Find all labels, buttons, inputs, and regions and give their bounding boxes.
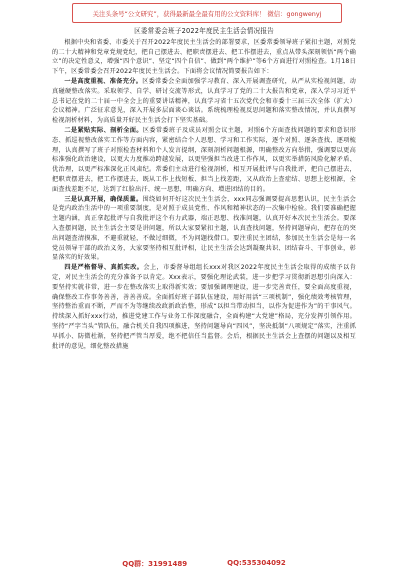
paragraph-text: 根据中央和省委、市委关于召开2022年度民主生活会的部署要求，区委常委领导班子紧扣主题，对照党的二十大精神和党章党规党纪，把自己摆进去、把职责摆进去、把工作摆进去，重点从带头深刻领悟“两个确立”的决定性意义，增强“四个意识”、坚定“四个自信”、做到“两个维护”等6个方面进行对照检查。1月18日下午，区委常委会召开2022年度民主生活会。下面将会议情况简要报告如下：	[52, 38, 356, 76]
paragraph-4	[52, 263, 356, 351]
document-body	[52, 27, 356, 351]
paragraph-intro	[52, 38, 356, 77]
paragraph-text: 区委常委班子及成员对照会议主题，对照6个方面查找问题的要求和意识形态、抓巡视整改落实工作等方面内容，紧密结合个人思想、学习和工作实际，逐个对照、逐条查找、逐项梳理，认真撰写了班子对照检查材料和个人发言提纲，深刻剖析问题根源，明确整改方向举措，强调要以更高标准强化政治建设，以更大力度推动跨越发展，以更坚强担当改进工作作风，以更实举措防风险化解矛盾、优治理，以更严标准深化正风肃纪。常委们主动进行检视剖析，相互开展批评与自我批评，把自己摆进去，把职责摆进去，把工作摆进去，既从工作上找短板、担当上找差距，又从政治上查症结、思想上挖根源，全面查找差距不足，达到了红脸出汗、统一思想，明确方向、增进团结的目的。	[52, 126, 356, 193]
paragraph-heading: 一是高度重视、准备充分。	[64, 77, 143, 85]
promo-banner-text: 关注头条号“公文研究”，获得最新最全最有用的公文资料库！ 微信：gongwenyj	[92, 9, 322, 18]
promo-banner	[72, 3, 342, 23]
document-title: 区委常委会班子2022年度民主生活会情况报告	[134, 27, 274, 35]
paragraph-heading: 二是紧贴实际、剖析全面。	[64, 126, 143, 134]
paragraph-1	[52, 77, 356, 126]
paragraph-2	[52, 126, 356, 195]
paragraph-3	[52, 195, 356, 264]
paragraph-text: 会上，市委督导组组长xxx对我区2022年度民主生活会取得的成绩予以肯定，对民主生活会的充分准备予以肯定。Xxx表示，要强化理论武装，进一步把学习贯彻新思想引向深入：要坚持实就非常，进一步在整改落实上取得新实效；要加强调理建设，进一步完善责任，要全面高度重视，确保整改工作事务善善，善善善成。全面抓好班子部队伍建设，用好用活“三项机制”，强化绩效考核管理，坚持整治重而不断，严而不为等继续改政新政治整，形成“以担当带动担当，以作为促进作为”的干事风气。持续深入抓好xxx行动，推进党建工作与业务工作深度融合，全面构建“大党建”格局，充分发挥引领作用。坚持“严字当头”管队伍，融合机关自我四项推进，坚持问题导向“四风”，坚决抵制“八项规定”落实，注重抓早抓小、防微杜渐，坚持把严管当厚爱，绝不把信任当监督。会后，根据民主生活会上查摆的问题以及相互批评的意见，细化整改措施	[52, 264, 356, 350]
paragraph-heading: 三是认真开展，确保质量。	[64, 195, 143, 203]
qq-number: QQ:535304092	[227, 559, 286, 567]
qq-group: QQ群：31991489	[122, 560, 188, 568]
paragraph-text: 区委常委会全面加强学习教育、深入开展调查研究，从严从实检视问题，动真碰硬整改落实。采取领学、自学、研讨交流等形式，认真学习了党的二十大报告和党章，深入学习习近平总书记在党的二十届一中全会上的重要讲话精神，认真学习省十五次党代会和市委十三届三次全体（扩大）会议精神。广泛征求意见，深入开展多层面谈心谈话。系统梳理检视反思问题和落实整改情况，并认真撰写检视剖析材料，为高质量开好民主生活会打下坚实基础。	[52, 77, 356, 125]
contact-footer	[0, 559, 408, 573]
paragraph-text: 围绕如何开好这次民主生活会，xxx同志强调要提高思想认识，民主生活会是党内政治生活中的一项重要制度，是对照于成员党性、作风和精神状态的一次集中检验。我们要准确把握主题内涵，真正拿起批评与自我批评这个有力武器，端正思想、找准问题，认真开好本次民主生活会。要深入查摆问题，民主生活会主要是讲问题，所以大家要紧扣主题，认真查找问题，坚持问题导向，把存在的突出问题查清摸准，不避重就轻，不做过细微，不为问题找借口。要注重民主团结，参加民主生活会是每一名党员领导干部的政治义务，大家要坚持相互批评相，让民主生活会达到凝聚共识、团结奋斗、干事创业，彰显落实的好效果。	[52, 195, 356, 262]
paragraph-heading: 四是严格督导、真抓实改。	[64, 264, 144, 272]
